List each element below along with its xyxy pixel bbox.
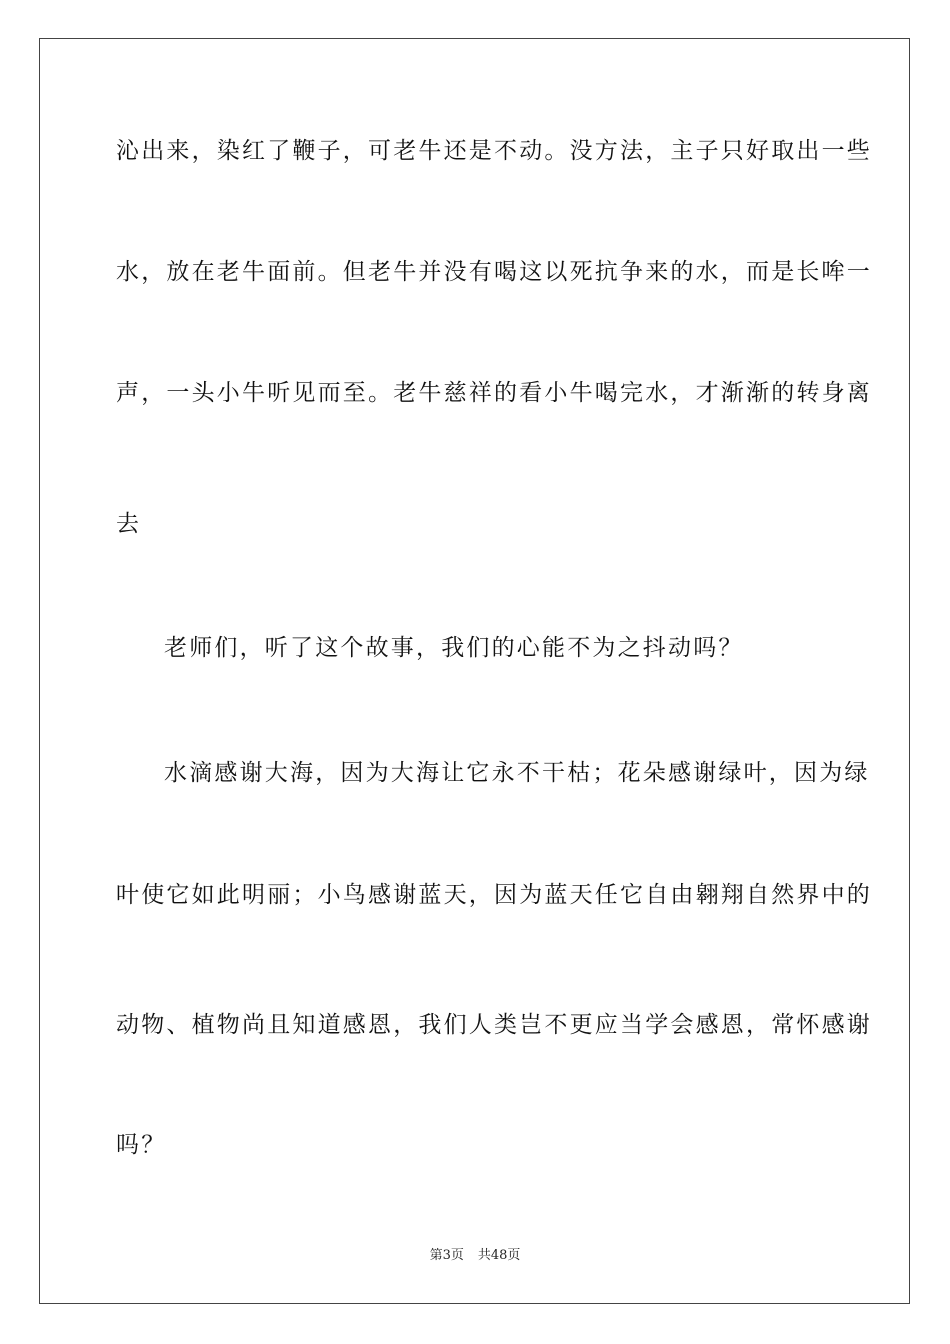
page-footer (0, 1247, 950, 1265)
body-text-line: 老师们，听了这个故事，我们的心能不为之抖动吗？ (164, 635, 744, 661)
body-text-line: 声，一头小牛听见而至。老牛慈祥的看小牛喝完水，才渐渐的转身离 (116, 380, 872, 406)
page-total: 共48页 (477, 1248, 521, 1263)
body-text-line: 水滴感谢大海，因为大海让它永不干枯；花朵感谢绿叶，因为绿 (164, 760, 870, 786)
body-text-line: 吗？ (116, 1132, 167, 1158)
page-number: 第3页 (429, 1248, 464, 1263)
body-text-line: 动物、植物尚且知道感恩，我们人类岂不更应当学会感恩，常怀感谢 (116, 1012, 872, 1038)
body-text-line: 水，放在老牛面前。但老牛并没有喝这以死抗争来的水，而是长哞一 (116, 259, 872, 285)
body-text-line: 沁出来，染红了鞭子，可老牛还是不动。没方法，主子只好取出一些 (116, 138, 872, 164)
body-text-line: 去 (116, 511, 142, 537)
page-frame (39, 38, 910, 1304)
body-text-line: 叶使它如此明丽；小鸟感谢蓝天，因为蓝天任它自由翱翔自然界中的 (116, 882, 872, 908)
